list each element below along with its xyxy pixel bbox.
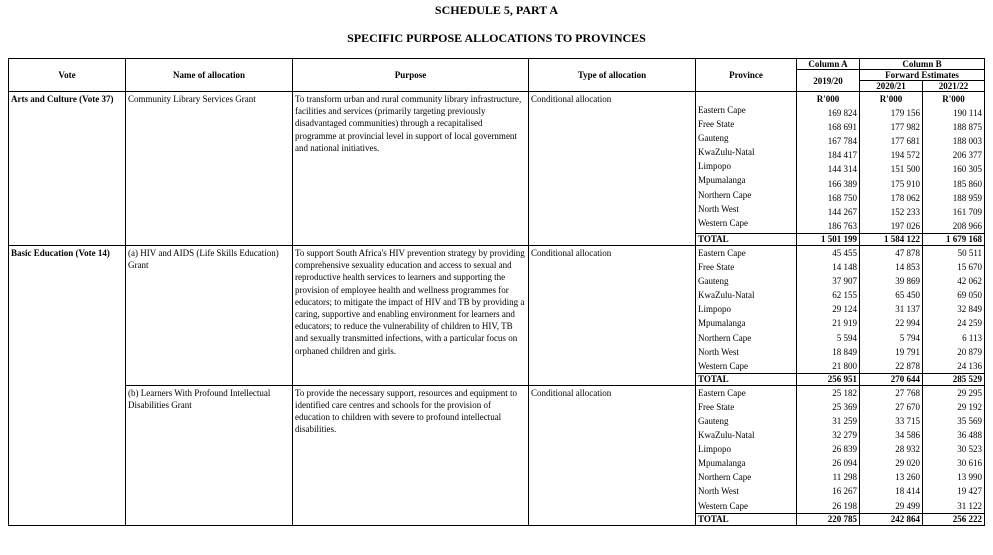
value-cell: 24 259 <box>957 318 983 329</box>
total-value: 242 864 <box>860 513 923 525</box>
allocation-name: (a) HIV and AIDS (Life Skills Education) Grant <box>126 245 293 385</box>
values-a <box>797 92 860 234</box>
value-cell: 152 233 <box>890 206 920 217</box>
province-name: Mpumalanga <box>698 458 746 469</box>
values-b2 <box>923 92 985 234</box>
value-cell: 184 417 <box>827 150 857 161</box>
province-name: North West <box>698 203 739 214</box>
province-name: Western Cape <box>698 360 749 371</box>
header-vote: Vote <box>9 59 126 92</box>
province-name: Mpumalanga <box>698 175 746 186</box>
header-province: Province <box>696 59 797 92</box>
values-b1 <box>860 92 923 234</box>
value-cell: 32 849 <box>957 304 983 315</box>
allocation-row <box>9 245 985 373</box>
province-list <box>696 385 797 513</box>
values-a <box>797 245 860 373</box>
value-cell: 26 198 <box>832 500 857 511</box>
header-forward: Forward Estimates <box>860 70 985 81</box>
value-cell: 166 389 <box>827 178 857 189</box>
value-cell: 36 488 <box>957 430 983 441</box>
value-cell: 167 784 <box>827 136 857 147</box>
allocation-purpose: To transform urban and rural community library infrastructure, facilities and services (primarily targeting previously disadvantaged communities) through a recapitalised programme at provincial level in support of local government and national initiatives. <box>293 92 529 246</box>
value-cell: 6 113 <box>962 332 983 343</box>
allocation-type: Conditional allocation <box>529 92 696 246</box>
province-name: Gauteng <box>698 133 729 144</box>
value-cell: 35 569 <box>957 415 983 426</box>
allocations-table <box>8 58 985 526</box>
value-cell: 14 853 <box>895 262 920 273</box>
value-cell: 69 050 <box>957 290 983 301</box>
value-cell: 50 511 <box>957 247 983 258</box>
province-name: Mpumalanga <box>698 318 746 329</box>
value-cell: 13 260 <box>895 472 920 483</box>
province-name: KwaZulu-Natal <box>698 147 755 158</box>
spacer <box>698 92 794 103</box>
province-name: Limpopo <box>698 304 731 315</box>
value-cell: 186 763 <box>827 220 857 231</box>
value-cell: 11 298 <box>832 472 857 483</box>
value-cell: 65 450 <box>895 290 920 301</box>
province-name: Gauteng <box>698 276 729 287</box>
value-cell: 177 681 <box>890 136 920 147</box>
province-name: Northern Cape <box>698 189 752 200</box>
total-value: 1 679 168 <box>923 233 985 245</box>
province-name: Eastern Cape <box>698 105 746 115</box>
value-cell: 29 020 <box>895 458 920 469</box>
values-a <box>797 385 860 513</box>
value-cell: 19 427 <box>957 486 983 497</box>
province-name: Western Cape <box>698 500 749 511</box>
value-cell: 32 279 <box>832 430 857 441</box>
value-cell: 39 869 <box>895 276 920 287</box>
province-name: North West <box>698 346 739 357</box>
province-name: Eastern Cape <box>698 387 746 398</box>
header-year-3: 2021/22 <box>923 81 985 92</box>
value-cell: 37 907 <box>832 276 857 287</box>
header-year-1: 2019/20 <box>797 70 860 92</box>
vote-cell <box>9 385 126 525</box>
value-cell: 21 800 <box>832 360 857 371</box>
province-name: KwaZulu-Natal <box>698 430 755 441</box>
province-list <box>696 245 797 373</box>
value-cell: 161 709 <box>952 206 983 217</box>
page-subtitle: SPECIFIC PURPOSE ALLOCATIONS TO PROVINCES <box>347 31 646 45</box>
value-cell: 22 994 <box>895 318 920 329</box>
vote-cell: Basic Education (Vote 14) <box>9 245 126 385</box>
value-cell: 47 878 <box>895 247 920 258</box>
total-value: 1 501 199 <box>797 233 860 245</box>
unit-label: R'000 <box>816 94 840 104</box>
total-value: 220 785 <box>797 513 860 525</box>
allocation-row <box>9 385 985 513</box>
value-cell: 27 670 <box>895 401 920 412</box>
value-cell: 13 990 <box>957 472 983 483</box>
value-cell: 16 267 <box>832 486 857 497</box>
value-cell: 19 791 <box>895 346 920 357</box>
values-b2 <box>923 245 985 373</box>
value-cell: 30 523 <box>957 444 983 455</box>
total-value: 270 644 <box>860 373 923 385</box>
allocation-type: Conditional allocation <box>529 385 696 525</box>
province-name: Northern Cape <box>698 332 752 343</box>
value-cell: 179 156 <box>890 108 920 119</box>
allocation-purpose: To support South Africa's HIV prevention strategy by providing comprehensive sexuality education and access to sexual and reproductive health services to learners and supporting the provision of employee health and wellness programmes for educators; to mitigate the impact of HIV and TB by providing a caring, supportive and enabling environment for learners and educators; to reduce the vulnerability of children to HIV, TB and sexually transmitted infections, with a particular focus on orphaned children and girls. <box>293 245 529 385</box>
value-cell: 18 849 <box>832 346 857 357</box>
value-cell: 21 919 <box>832 318 857 329</box>
value-cell: 168 691 <box>827 122 857 133</box>
province-name: Eastern Cape <box>698 247 746 258</box>
province-name: Western Cape <box>698 217 749 228</box>
value-cell: 25 369 <box>832 401 857 412</box>
value-cell: 31 137 <box>895 304 920 315</box>
value-cell: 45 455 <box>832 247 857 258</box>
value-cell: 29 499 <box>895 500 920 511</box>
province-name: KwaZulu-Natal <box>698 290 755 301</box>
value-cell: 144 314 <box>827 164 857 175</box>
value-cell: 25 182 <box>832 387 857 398</box>
value-cell: 177 982 <box>890 122 920 133</box>
value-cell: 144 267 <box>827 206 857 217</box>
province-name: Free State <box>698 119 735 130</box>
province-name: Free State <box>698 262 735 273</box>
value-cell: 5 594 <box>836 332 857 343</box>
value-cell: 27 768 <box>895 387 920 398</box>
value-cell: 175 910 <box>890 178 920 189</box>
total-label: TOTAL <box>696 233 797 245</box>
header-type: Type of allocation <box>529 59 696 92</box>
value-cell: 22 878 <box>895 360 920 371</box>
allocation-row <box>9 92 985 234</box>
allocation-type: Conditional allocation <box>529 245 696 385</box>
value-cell: 206 377 <box>952 150 983 161</box>
value-cell: 208 966 <box>952 220 983 231</box>
header-column-b: Column B <box>860 59 985 70</box>
province-list <box>696 92 797 234</box>
total-value: 285 529 <box>923 373 985 385</box>
province-name: Free State <box>698 401 735 412</box>
province-name: Gauteng <box>698 415 729 426</box>
value-cell: 178 062 <box>890 192 920 203</box>
header-year-2: 2020/21 <box>860 81 923 92</box>
total-value: 1 584 122 <box>860 233 923 245</box>
value-cell: 24 136 <box>957 360 983 371</box>
values-b1 <box>860 385 923 513</box>
value-cell: 168 750 <box>827 192 857 203</box>
value-cell: 29 192 <box>957 401 983 412</box>
value-cell: 31 122 <box>957 500 983 511</box>
value-cell: 20 879 <box>957 346 983 357</box>
value-cell: 188 959 <box>952 192 983 203</box>
value-cell: 31 259 <box>832 415 857 426</box>
value-cell: 190 114 <box>953 108 983 119</box>
value-cell: 151 500 <box>890 164 920 175</box>
value-cell: 185 860 <box>952 178 983 189</box>
value-cell: 14 148 <box>832 262 857 273</box>
province-name: North West <box>698 486 739 497</box>
value-cell: 169 824 <box>827 108 857 119</box>
total-label: TOTAL <box>696 513 797 525</box>
value-cell: 42 062 <box>957 276 983 287</box>
value-cell: 5 794 <box>899 332 920 343</box>
vote-cell: Arts and Culture (Vote 37) <box>9 92 126 246</box>
province-name: Limpopo <box>698 444 731 455</box>
schedule-title: SCHEDULE 5, PART A <box>434 3 559 17</box>
value-cell: 26 839 <box>832 444 857 455</box>
value-cell: 33 715 <box>895 415 920 426</box>
values-b1 <box>860 245 923 373</box>
value-cell: 29 295 <box>957 387 983 398</box>
value-cell: 34 586 <box>895 430 920 441</box>
allocation-purpose: To provide the necessary support, resources and equipment to identified care centres and schools for the provision of education to children with severe to profound intellectual disabilities. <box>293 385 529 525</box>
allocation-name: (b) Learners With Profound Intellectual Disabilities Grant <box>126 385 293 525</box>
province-name: Limpopo <box>698 161 731 172</box>
total-label: TOTAL <box>696 373 797 385</box>
province-name: Northern Cape <box>698 472 752 483</box>
unit-label: R'000 <box>879 94 903 104</box>
header-purpose: Purpose <box>293 59 529 92</box>
allocation-name: Community Library Services Grant <box>126 92 293 246</box>
total-value: 256 951 <box>797 373 860 385</box>
value-cell: 160 305 <box>952 164 983 175</box>
values-b2 <box>923 385 985 513</box>
value-cell: 18 414 <box>895 486 920 497</box>
unit-label: R'000 <box>942 94 965 104</box>
value-cell: 197 026 <box>890 220 920 231</box>
value-cell: 194 572 <box>890 150 920 161</box>
total-value: 256 222 <box>923 513 985 525</box>
value-cell: 30 616 <box>957 458 983 469</box>
value-cell: 188 875 <box>952 122 983 133</box>
value-cell: 188 003 <box>952 136 983 147</box>
header-name: Name of allocation <box>126 59 293 92</box>
value-cell: 29 124 <box>832 304 857 315</box>
value-cell: 15 670 <box>957 262 983 273</box>
value-cell: 62 155 <box>832 290 857 301</box>
value-cell: 28 932 <box>895 444 920 455</box>
value-cell: 26 094 <box>832 458 857 469</box>
header-column-a: Column A <box>797 59 860 70</box>
